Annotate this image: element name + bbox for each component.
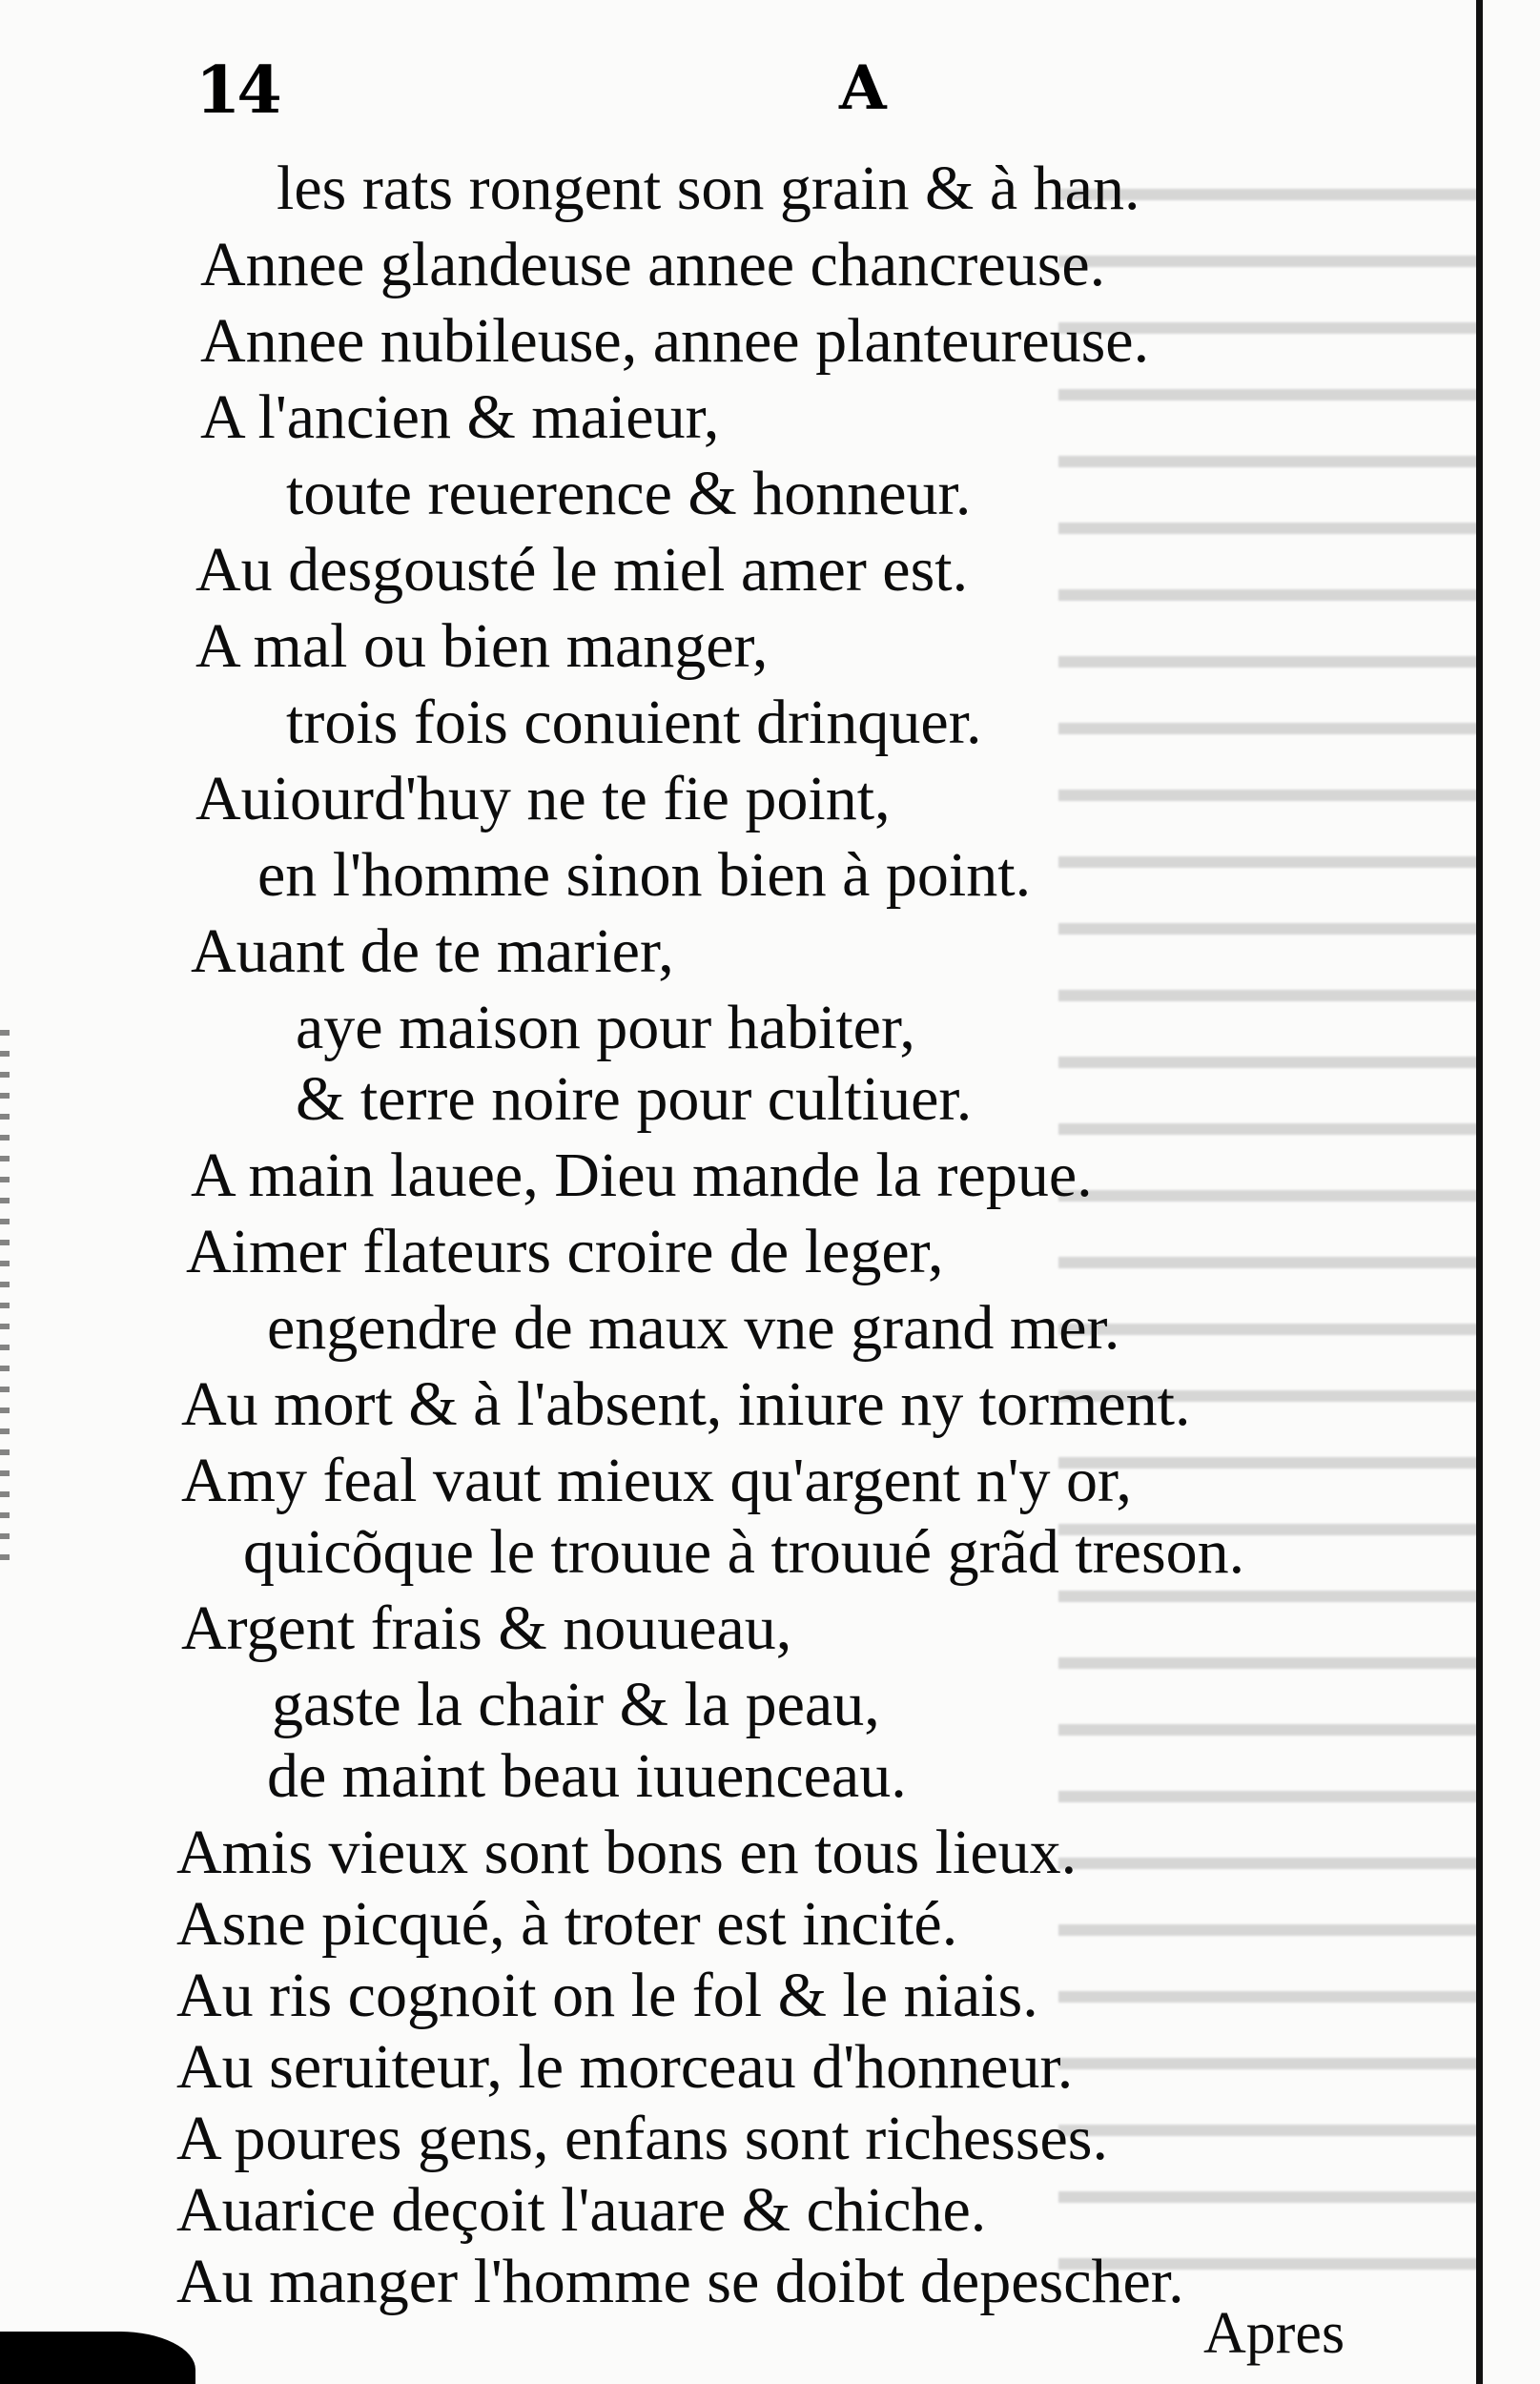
- text-line-5: toute reuerence & honneur.: [286, 459, 972, 528]
- text-line-2: Annee glandeuse annee chancreuse.: [200, 230, 1106, 299]
- page-number: 14: [195, 52, 278, 129]
- text-line-29: Au manger l'homme se doibt depescher.: [176, 2247, 1184, 2316]
- text-line-24: Asne picqué, à troter est incité.: [176, 1889, 958, 1959]
- text-line-1: les rats rongent son grain & à han.: [277, 154, 1140, 223]
- page-edge-left: [0, 1030, 10, 1564]
- text-line-17: Au mort & à l'absent, iniure ny torment.: [181, 1369, 1191, 1439]
- text-line-15: Aimer flateurs croire de leger,: [186, 1217, 944, 1286]
- ink-blot: [0, 2332, 195, 2384]
- running-header: [0, 52, 1540, 129]
- text-line-18: Amy feal vaut mieux qu'argent n'y or,: [181, 1446, 1132, 1515]
- signature-mark: A: [839, 52, 887, 124]
- text-line-10: en l'homme sinon bien à point.: [257, 840, 1032, 910]
- text-line-21: gaste la chair & la peau,: [272, 1670, 880, 1739]
- text-line-26: Au seruiteur, le morceau d'honneur.: [176, 2032, 1074, 2102]
- text-line-16: engendre de maux vne grand mer.: [267, 1293, 1120, 1363]
- text-line-13: & terre noire pour cultiuer.: [296, 1064, 973, 1134]
- text-line-27: A poures gens, enfans sont richesses.: [176, 2104, 1108, 2173]
- text-line-9: Auiourd'huy ne te fie point,: [195, 764, 891, 833]
- text-line-19: quicõque le trouue à trouué grãd treson.: [243, 1517, 1245, 1587]
- show-through-bleed: [1058, 162, 1478, 2317]
- text-line-3: Annee nubileuse, annee planteureuse.: [200, 306, 1150, 376]
- text-line-7: A mal ou bien manger,: [195, 611, 769, 681]
- text-line-20: Argent frais & nouueau,: [181, 1593, 792, 1663]
- text-line-4: A l'ancien & maieur,: [200, 382, 720, 452]
- text-line-14: A main lauee, Dieu mande la repue.: [191, 1141, 1093, 1210]
- text-line-28: Auarice deçoit l'auare & chiche.: [176, 2175, 987, 2245]
- text-line-22: de maint beau iuuenceau.: [267, 1741, 907, 1811]
- text-line-23: Amis vieux sont bons en tous lieux.: [176, 1818, 1078, 1887]
- text-line-6: Au desgousté le miel amer est.: [195, 535, 969, 605]
- page-edge-right: [1476, 0, 1483, 2384]
- text-line-8: trois fois conuient drinquer.: [286, 688, 982, 757]
- text-line-12: aye maison pour habiter,: [296, 993, 915, 1062]
- text-line-11: Auant de te marier,: [191, 916, 674, 986]
- text-line-25: Au ris cognoit on le fol & le niais.: [176, 1961, 1038, 2030]
- catchword: Apres: [1203, 2301, 1345, 2366]
